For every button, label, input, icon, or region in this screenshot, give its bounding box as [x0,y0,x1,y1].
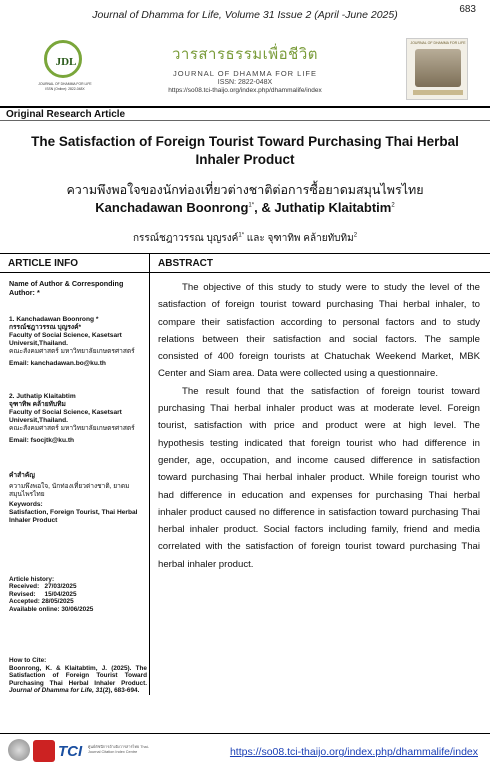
author-name: Kanchadawan Boonrong [95,200,249,215]
cite-pages: (2), 683-694. [102,687,140,695]
author-name: Juthatip Klaitabtim [274,200,392,215]
history-available: Available online: 30/06/2025 [9,605,94,613]
author-1-email[interactable]: Email: kanchadawan.bo@ku.th [9,360,106,368]
article-title [20,133,470,169]
journal-banner [22,36,468,104]
history-accepted: Accepted: 28/05/2025 [9,598,74,606]
keywords-label: Keywords: [9,501,43,509]
jdl-logo-circle-icon [44,40,82,78]
article-title-line: The Satisfaction of Foreign Tourist Toward Purchasing Thai Herbal [31,134,459,149]
author-affiliation-mark: 1* [238,232,245,239]
corresponding-author-label: Name of Author & Corresponding Author: * [9,279,124,297]
author-1-affiliation-thai: คณะสังคมศาสตร์ มหาวิทยาลัยเกษตรศาสตร์ [9,348,135,356]
abstract-paragraph: The objective of this study to study were to study the level of the satisfaction of foreign tourist toward purchasing Thai herbal inhaler, to compare their satisfaction according to personal factors and to study relations between their satisfaction and social factors. The sample consisted of 400 foreign tourists at Chatuchak Weekend Market, MBK Center and Siam area. Data were collected using a questionnaire. [158,282,480,380]
keywords: Satisfaction, Foreign Tourist, Thai Herbal Inhaler Product [9,509,138,525]
journal-english-name: JOURNAL OF DHAMMA FOR LIFE [172,69,318,78]
history-revised: Revised: 15/04/2025 [9,590,77,598]
author-2-affiliation: Universit,Thailand. [9,417,68,425]
page-number: 683 [459,4,476,15]
author-affiliation-mark: 1* [248,202,255,209]
author-1-affiliation: Universit,Thailand. [9,340,68,348]
university-seal-icon [8,739,30,761]
article-history [9,576,147,613]
author-name-thai: กรรณ์ชฎาวรรณ บุญรงค์ [132,233,239,244]
cite-label: How to Cite: [9,657,47,664]
author-separator: , & [254,200,275,215]
author-name-thai: จุฑาทิพ คล้ายทับทิม [267,233,354,244]
author-2-name-thai: จุฑาทิพ คล้ายทับทิม [9,401,66,409]
author-1-affiliation: Faculty of Social Science, Kasetsart [9,332,122,340]
cite-journal: Journal of Dhamma for Life, 31 [9,687,103,695]
author-2-name: 2. Juthatip Klaitabtim [9,393,76,400]
journal-link[interactable]: https://so08.tci-thaijo.org/index.php/dhammalife/index [229,746,478,758]
thaijo-logo-icon [33,740,55,762]
author-1-details [9,316,147,369]
cite-text [9,665,147,695]
author-2-affiliation-thai: คณะสังคมศาสตร์ มหาวิทยาลัยเกษตรศาสตร์ [9,425,135,433]
author-2-email[interactable]: Email: fsocjtk@ku.th [9,437,75,445]
journal-url[interactable]: https://so08.tci-thaijo.org/index.php/dhammalife/index [168,87,322,94]
author-affiliation-mark: 2 [353,232,358,239]
keywords-block [9,472,147,526]
history-received: Received: 27/03/2025 [9,583,77,591]
author-list-thai [20,231,470,246]
abstract-heading: ABSTRACT [158,258,213,269]
divider [0,106,490,108]
abstract-body [158,279,480,573]
article-title-line: Inhaler Product [195,152,295,167]
logo-issn: ISSN (Online): 2822-048X [45,87,85,91]
keywords-thai-label: คำสำคัญ [9,472,35,479]
article-info-heading: ARTICLE INFO [8,258,78,269]
journal-title-block [110,36,380,94]
keywords-thai: ความพึงพอใจ, นักท่องเที่ยวต่างชาติ, ยาดมสมุนไพรไทย [9,483,130,499]
logo-caption: JOURNAL OF DHAMMA FOR LIFE [38,82,92,86]
divider [0,120,490,121]
jdl-logo [22,36,108,98]
article-title-thai: ความพึงพอใจของนักท่องเที่ยวต่างชาติต่อการซื้อยาดมสมุนไพรไทย [66,183,424,197]
author-2-details [9,393,147,446]
divider [0,272,149,273]
author-list [20,200,470,215]
author-1-name-thai: กรรณ์ชฎาวรรณ บุญรงค์* [9,324,82,332]
tci-logo: TCI [58,743,83,760]
journal-cover-image [406,38,468,100]
author-affiliation-mark: 2 [391,202,395,209]
abstract-paragraph: The result found that the satisfaction of foreign tourist toward purchasing Thai herbal inhaler product was at moderate level. Foreign tourist, satisfaction with price and product were at high level. The hypothesis testing indicated that foreign tourist who had difference in gender, age, occupation, and income caused difference in satisfaction toward purchasing Thai herbal inhaler product. While foreign tourist who had difference in education and expenses for purchasing Thai herbal inhaler product caused no difference in satisfaction toward purchasing Thai herbal inhaler product. Social factors including family, friend and media correlated with the satisfaction of foreign tourist toward purchasing Thai herbal inhaler product. [158,385,480,570]
jdl-logo-text: JDL [55,56,77,68]
journal-issn: ISSN: 2822-048X [217,79,273,86]
author-2-affiliation: Faculty of Social Science, Kasetsart [9,409,122,417]
author-1-name: 1. Kanchadawan Boonrong * [9,316,99,323]
divider [150,272,490,273]
how-to-cite [9,657,147,695]
running-header: Journal of Dhamma for Life, Volume 31 Issue 2 (April -June 2025) [92,9,398,21]
article-type: Original Research Article [6,109,126,120]
cite-text-main: Boonrong, K. & Klaitabtim, J. (2025). The Satisfaction of Foreign Tourist Toward Purchasing Thai Herbal Inhaler Product. [9,664,147,687]
tci-caption: ศูนย์ดัชนีการอ้างอิงวารสารไทย Thai-Journal Citation Index Centre [88,745,149,754]
cover-title: JOURNAL OF DHAMMA FOR LIFE [410,41,466,45]
history-label: Article history: [9,576,55,583]
abstract-panel [150,253,490,695]
cover-logo-bar [413,90,463,95]
divider [0,733,490,734]
journal-thai-name: วารสารธรรมเพื่อชีวิต [171,46,319,63]
cover-sculpture-icon [415,49,461,87]
article-info-panel [0,253,150,695]
author-separator: และ [244,233,268,244]
